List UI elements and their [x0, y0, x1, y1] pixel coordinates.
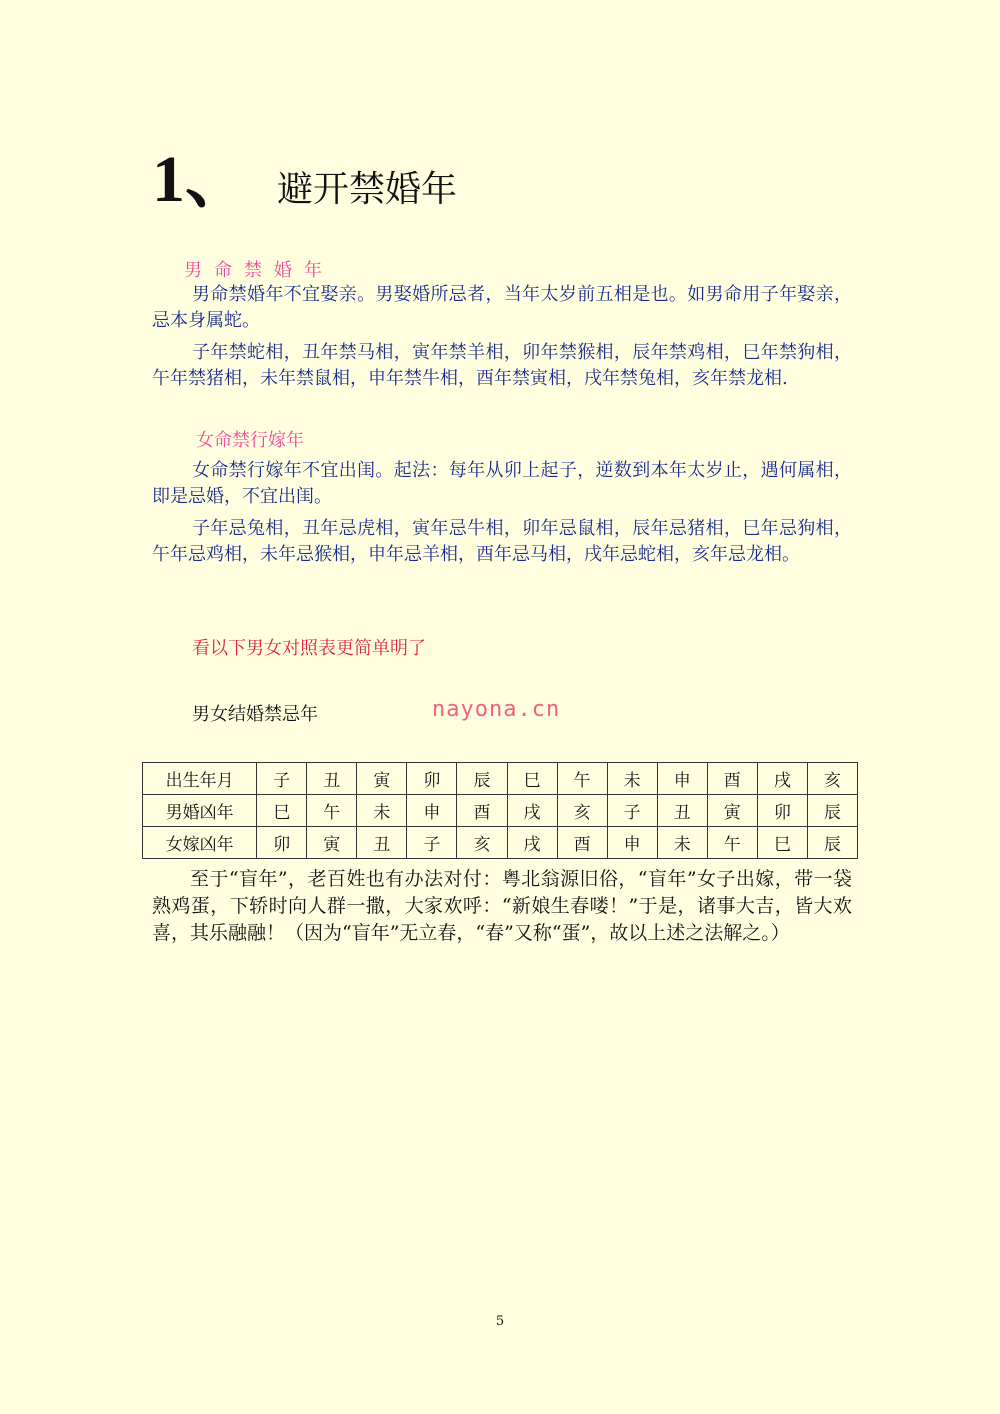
table-cell: 亥	[807, 763, 857, 795]
table-cell: 卯	[407, 763, 457, 795]
table-cell: 辰	[807, 795, 857, 827]
table-cell: 丑	[307, 763, 357, 795]
table-cell: 酉	[707, 763, 757, 795]
table-cell: 酉	[457, 795, 507, 827]
table-cell: 子	[257, 763, 307, 795]
table-cell: 午	[707, 827, 757, 859]
table-cell: 子	[407, 827, 457, 859]
table-cell: 午	[557, 763, 607, 795]
table-row	[143, 827, 858, 859]
female-paragraph-1: 女命禁行嫁年不宜出闺。起法：每年从卯上起子，逆数到本年太岁止，遇何属相，即是忌婚，不宜出闺。	[152, 460, 852, 507]
table-cell: 戌	[507, 827, 557, 859]
female-subtitle: 女命禁行嫁年	[196, 430, 304, 451]
male-subtitle: 男命禁婚年	[184, 260, 334, 281]
table-cell: 酉	[557, 827, 607, 859]
male-paragraph-1: 男命禁婚年不宜娶亲。男娶婚所忌者，当年太岁前五相是也。如男命用子年娶亲，忌本身属蛇。	[152, 284, 852, 331]
table-note: 看以下男女对照表更简单明了	[192, 638, 426, 659]
table-cell: 寅	[707, 795, 757, 827]
table-cell: 戌	[757, 763, 807, 795]
row-label: 男婚凶年	[143, 795, 257, 827]
table-cell: 寅	[307, 827, 357, 859]
table-cell: 申	[657, 763, 707, 795]
table-cell: 巳	[757, 827, 807, 859]
table-cell: 子	[607, 795, 657, 827]
table-cell: 辰	[807, 827, 857, 859]
table-cell: 丑	[357, 827, 407, 859]
row-label: 出生年月	[143, 763, 257, 795]
table-row	[143, 763, 858, 795]
table-cell: 申	[407, 795, 457, 827]
page-number: 5	[495, 1314, 505, 1329]
female-paragraph-2: 子年忌兔相，丑年忌虎相，寅年忌牛相，卯年忌鼠相，辰年忌猪相，巳年忌狗相，午年忌鸡相，未年忌猴相，申年忌羊相，酉年忌马相，戌年忌蛇相，亥年忌龙相。	[152, 518, 852, 565]
table-cell: 卯	[257, 827, 307, 859]
table-cell: 巳	[257, 795, 307, 827]
closing-paragraph: 至于“盲年”，老百姓也有办法对付：粤北翁源旧俗，“盲年”女子出嫁，带一袋熟鸡蛋，下轿时向人群一撒，大家欢呼：“新娘生春喽！”于是，诸事大吉，皆大欢喜，其乐融融！（因为“盲年”无立春，“春”又称“蛋”，故以上述之法解之。）	[152, 868, 852, 944]
row-label: 女嫁凶年	[143, 827, 257, 859]
section-title: 避开禁婚年	[277, 169, 458, 210]
table-cell: 丑	[657, 795, 707, 827]
male-paragraph-2: 子年禁蛇相，丑年禁马相，寅年禁羊相，卯年禁猴相，辰年禁鸡相，巳年禁狗相，午年禁猪相，未年禁鼠相，申年禁牛相，酉年禁寅相，戌年禁兔相，亥年禁龙相.	[152, 342, 852, 389]
table-cell: 申	[607, 827, 657, 859]
watermark-text: nayona.cn	[432, 697, 561, 722]
table-cell: 午	[307, 795, 357, 827]
table-cell: 亥	[457, 827, 507, 859]
table-title: 男女结婚禁忌年	[192, 704, 318, 725]
table-cell: 寅	[357, 763, 407, 795]
taboo-year-table	[142, 762, 858, 859]
table-cell: 亥	[557, 795, 607, 827]
table-cell: 未	[357, 795, 407, 827]
table-row	[143, 795, 858, 827]
section-number: 1、	[152, 143, 251, 216]
table-cell: 卯	[757, 795, 807, 827]
table-cell: 辰	[457, 763, 507, 795]
section-heading	[152, 140, 457, 220]
table-cell: 未	[657, 827, 707, 859]
table-cell: 未	[607, 763, 657, 795]
table-cell: 戌	[507, 795, 557, 827]
table-cell: 巳	[507, 763, 557, 795]
